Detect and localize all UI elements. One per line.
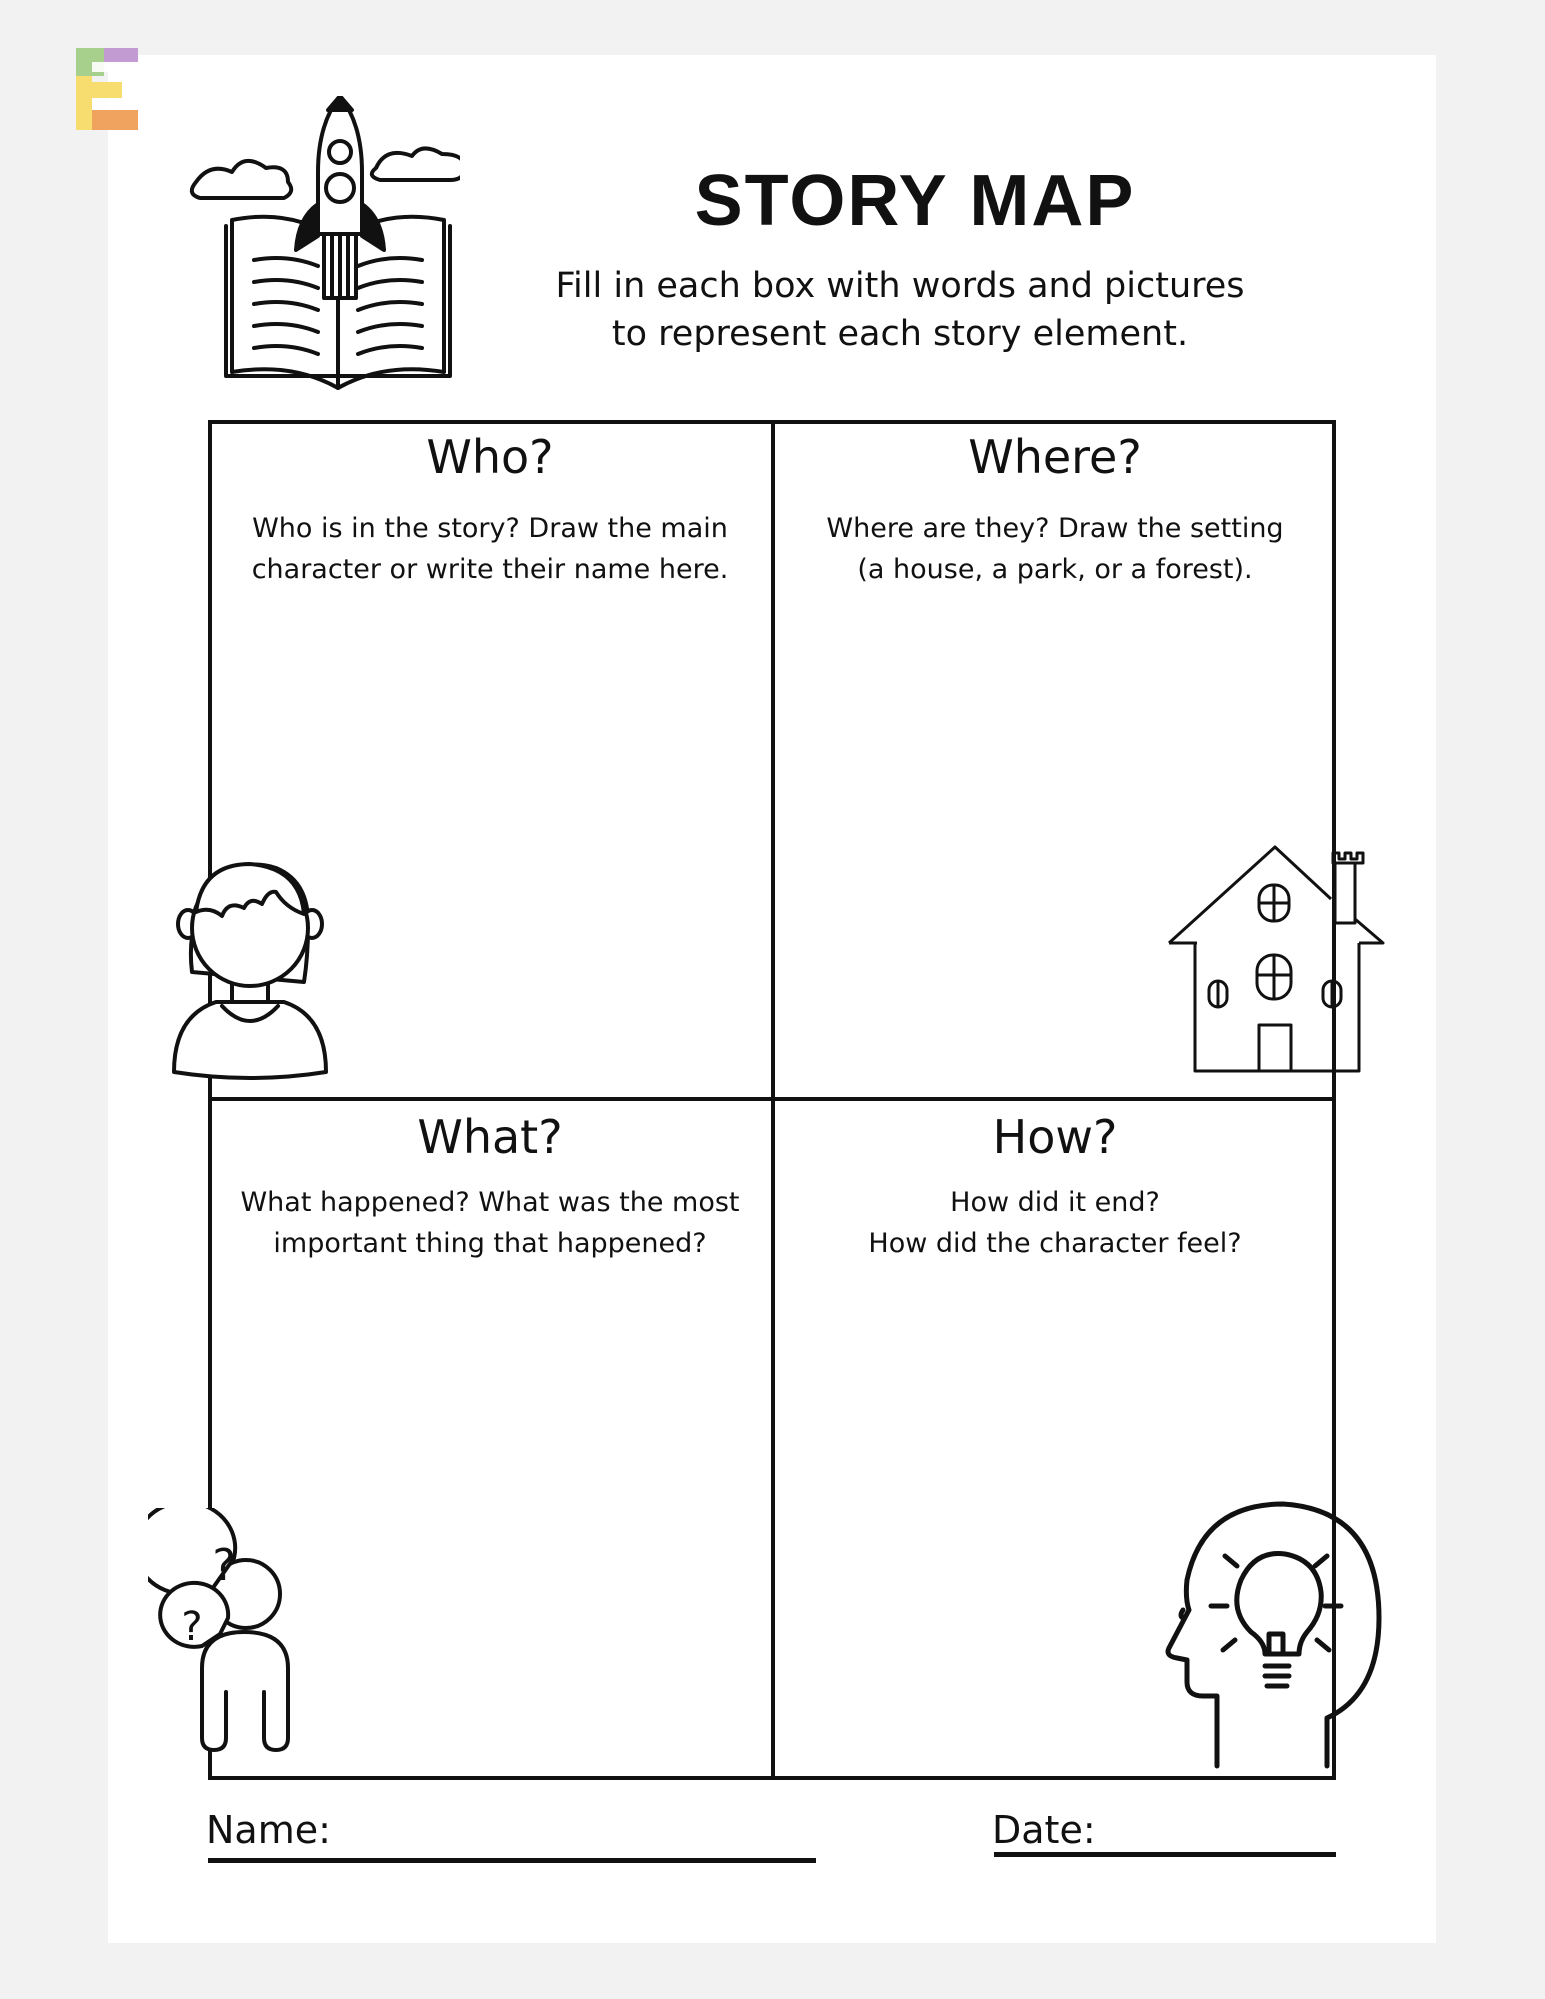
page-subtitle xyxy=(520,262,1280,358)
date-input-line[interactable] xyxy=(994,1852,1336,1857)
how-prompt xyxy=(775,1182,1335,1264)
logo-icon xyxy=(76,48,138,130)
prompt-line: How did it end? xyxy=(950,1187,1160,1218)
prompt-line: Where are they? Draw the setting xyxy=(826,513,1284,544)
what-prompt xyxy=(210,1182,770,1264)
page-title: STORY MAP xyxy=(694,161,1136,241)
where-heading: Where? xyxy=(968,430,1142,484)
book-rocket-icon xyxy=(188,96,460,396)
who-heading: Who? xyxy=(426,430,554,484)
name-label: Name: xyxy=(206,1808,331,1852)
question-mark-small: ? xyxy=(181,1604,203,1650)
question-mark-large: ? xyxy=(212,1540,236,1591)
where-prompt xyxy=(775,508,1335,590)
date-label: Date: xyxy=(992,1808,1096,1852)
prompt-line: character or write their name here. xyxy=(251,554,729,585)
prompt-line: How did the character feel? xyxy=(868,1228,1242,1259)
prompt-line: important thing that happened? xyxy=(273,1228,707,1259)
house-icon xyxy=(1165,845,1387,1075)
questioning-person-icon xyxy=(148,1508,380,1772)
prompt-line: Who is in the story? Draw the main xyxy=(252,513,728,544)
what-heading: What? xyxy=(417,1110,563,1164)
how-heading: How? xyxy=(992,1110,1118,1164)
child-icon xyxy=(170,852,330,1092)
name-input-line[interactable] xyxy=(208,1858,816,1863)
grid-divider-horizontal xyxy=(208,1097,1336,1101)
prompt-line: What happened? What was the most xyxy=(240,1187,740,1218)
who-prompt xyxy=(210,508,770,590)
prompt-line: (a house, a park, or a forest). xyxy=(857,554,1253,585)
idea-head-icon xyxy=(1165,1500,1387,1770)
subtitle-line: Fill in each box with words and pictures xyxy=(555,266,1245,306)
subtitle-line: to represent each story element. xyxy=(611,314,1189,354)
